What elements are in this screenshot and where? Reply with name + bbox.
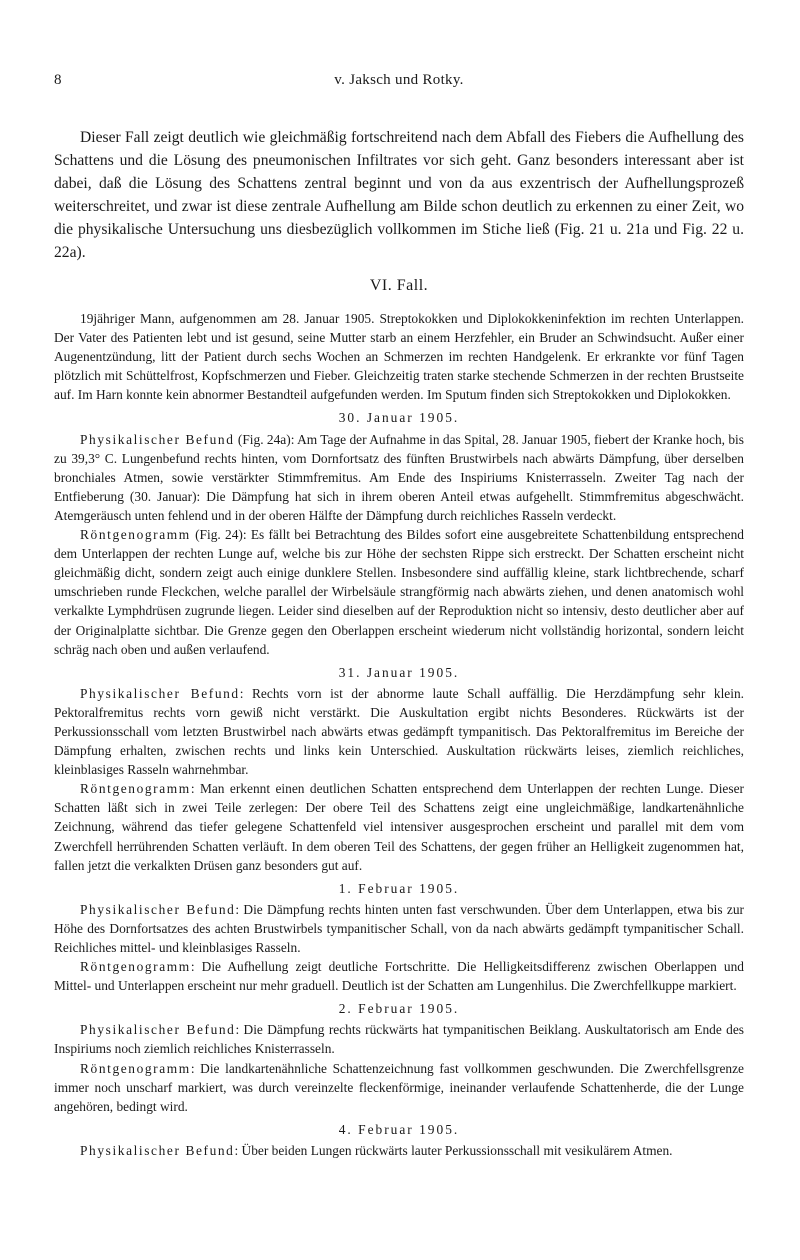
- entry-paragraph: [54, 957, 744, 995]
- finding-lead: Röntgenogramm: [80, 527, 191, 543]
- entry-date: 2. Februar 1905.: [338, 1001, 460, 1017]
- finding-lead: Röntgenogramm: [80, 1060, 191, 1076]
- intro-paragraph: Dieser Fall zeigt deutlich wie gleichmäßig fortschreitend nach dem Abfall des Fiebers die Aufhellung des Schattens und die Lösung des pneumonischen Infiltrates vor sich geht. Ganz besonders interessant aber ist dabei, daß die Lösung des Schattens zentral beginnt und von da aus exzentrisch der Aufhellungsprozeß weiterschreitet, und zwar ist diese zentrale Aufhellung am Bilde schon deutlich zu erkennen zu einer Zeit, wo die physikalische Untersuchung uns diesbezüglich vollkommen im Stiche ließ (Fig. 21 u. 21a und Fig. 22 u. 22a).: [54, 129, 744, 261]
- entry-paragraph: [54, 525, 744, 659]
- finding-text: : Die Dämpfung rechts hinten unten fast verschwunden. Über dem Unterlappen, etwa bis zur Höhe des Dornfortsatzes des achten Brustwirbels tympanitischer Schall, von da nach abwärts gedämpft tympanitischer Schall. Reichliches mittel- und kleinblasiges Rasseln.: [54, 901, 744, 955]
- case-heading: VI. Fall.: [369, 277, 429, 294]
- running-title: v. Jaksch und Rotky.: [334, 72, 464, 88]
- finding-text: : Rechts vorn ist der abnorme laute Schall auffällig. Die Herzdämpfung sehr klein. Pektoralfremitus rechts vorn gewiß nicht verstärkt. Die Auskultation ergibt nichts Besonderes. Rückwärts ist der Perkussionsschall vom letzten Brustwirbel nach abwärts etwas gedämpft tympanitisch. Das Pektoralfremitus im Bereiche der Dämpfung erhalten, zwischen rechts und links kein Unterschied. Auskultation rückwärts leises, ziemlich reichliches, kleinblasiges Rasseln wahrnehmbar.: [54, 685, 744, 778]
- case-report: [54, 309, 744, 1160]
- entry-paragraph: [54, 900, 744, 957]
- page-header: [54, 72, 744, 96]
- entry-paragraph: [54, 684, 744, 779]
- case-history: 19jähriger Mann, aufgenommen am 28. Januar 1905. Streptokokken und Diplokokkeninfektion im rechten Unterlappen. Der Vater des Patienten lebt und ist gesund, seine Mutter starb an einem Herzfehler, ein Bruder an Schwindsucht. Außer einer Augenentzündung, litt der Patient durch sechs Wochen an Schmerzen im rechten Handgelenk. Er erkrankte vor fünf Tagen plötzlich mit Schüttelfrost, Kopfschmerzen und Fieber. Gleichzeitig traten starke stechende Schmerzen in der rechten Brustseite auf. Im Harn konnte kein abnormer Bestandteil aufgefunden werden. Im Sputum finden sich Streptokokken und Diplokokken.: [54, 311, 744, 403]
- finding-lead: Physikalischer Befund: [80, 1142, 235, 1158]
- finding-lead: Physikalischer Befund: [80, 901, 236, 917]
- page-number: 8: [54, 72, 62, 88]
- finding-lead: Röntgenogramm: [80, 959, 191, 975]
- entry-date: 4. Februar 1905.: [338, 1121, 460, 1137]
- finding-text: : Die Dämpfung rechts rückwärts hat tympanitischen Beiklang. Auskultatorisch am Ende des Inspiriums noch ziemlich reichliches Knisterrasseln.: [54, 1022, 744, 1057]
- finding-text: : Man erkennt einen deutlichen Schatten entsprechend dem Unterlappen der rechten Lunge. Dieser Schatten läßt sich in zwei Teile zerlegen: Der obere Teil des Schattens zeigt eine ungleichmäßige, landkartenähnliche Zeichnung, während das tiefer gelegene Schattenfeld viel intensiver ausgesprochen erscheint und parallel mit dem vom Zwerchfell herrührenden Schatten verläuft. In dem oberen Teil des Schattens, der gegen früher an Helligkeit zugenommen hat, fallen jetzt die verkalkten Drüsen ganz besonders gut auf.: [54, 781, 744, 873]
- finding-lead: Physikalischer Befund: [80, 431, 235, 447]
- finding-text: : Über beiden Lungen rückwärts lauter Perkussionsschall mit vesikulärem Atmen.: [234, 1142, 673, 1158]
- entry-paragraph: [54, 430, 744, 525]
- finding-text: : Die Aufhellung zeigt deutliche Fortschritte. Die Helligkeitsdifferenz zwischen Oberlappen und Mittel- und Unterlappen erscheint nur mehr graduell. Deutlich ist der Schatten am Lungenhilus. Die Zwerchfellkuppe markiert.: [54, 959, 744, 994]
- entry-paragraph: [54, 1141, 744, 1160]
- finding-text: : Die landkartenähnliche Schattenzeichnung fast vollkommen geschwunden. Die Zwerchfellsgrenze immer noch unscharf markiert, was durch vereinzelte fleckenförmige, ineinander verlaufende Schattenherde, die der Lunge angehören, bedingt wird.: [54, 1060, 744, 1114]
- entry-date: 30. Januar 1905.: [338, 410, 460, 426]
- entry-paragraph: [54, 779, 744, 874]
- entry-paragraph: [54, 1059, 744, 1116]
- entry-paragraph: [54, 1020, 744, 1058]
- finding-text: (Fig. 24a): Am Tage der Aufnahme in das Spital, 28. Januar 1905, fiebert der Kranke hoch, bis zu 39,3° C. Lungenbefund rechts hinten, vom Dornfortsatz des fünften Brustwirbels nach abwärts Dämpfung, über derselben bronchiales Atmen, sowie verstärkter Stimmfremitus. Am Ende des Inspiriums Knisterrasseln. Zweiter Tag nach der Entfieberung (30. Januar): Die Dämpfung hat sich in ihrem oberen Anteil etwas aufgehellt. Stimmfremitus abgeschwächt. Atemgeräusch unten fehlend und in der oberen Hälfte der Dämpfung durch reichliches Rasseln verdeckt.: [54, 431, 744, 523]
- finding-lead: Physikalischer Befund: [80, 1022, 236, 1038]
- entry-date: 31. Januar 1905.: [338, 664, 460, 680]
- finding-lead: Röntgenogramm: [80, 781, 191, 797]
- finding-text: (Fig. 24): Es fällt bei Betrachtung des Bildes sofort eine ausgebreitete Schattenbildung entsprechend dem Unterlappen der rechten Lunge auf, welche bis zur Höhe der sechsten Rippe sich erstreckt. Der Schatten erscheint nicht gleichmäßig dicht, sondern zeigt auch einige dunklere Stellen. Insbesondere sind auffällig kleine, stark lichtbrechende, scharf umschrieben runde Fleckchen, welche parallel der Wirbelsäule strangförmig nach abwärts ziehen, und denen anatomisch wohl verkalkte Lymphdrüsen zugrunde liegen. Leider sind dieselben auf der Reproduktion nicht so intensiv, desto deutlicher aber auf der Originalplatte sichtbar. Die Grenze gegen den Oberlappen erscheint wiederum nicht vollständig horizontal, sondern leicht schräg nach oben und außen verlaufend.: [54, 527, 744, 657]
- finding-lead: Physikalischer Befund: [80, 685, 240, 701]
- entry-date: 1. Februar 1905.: [338, 880, 460, 896]
